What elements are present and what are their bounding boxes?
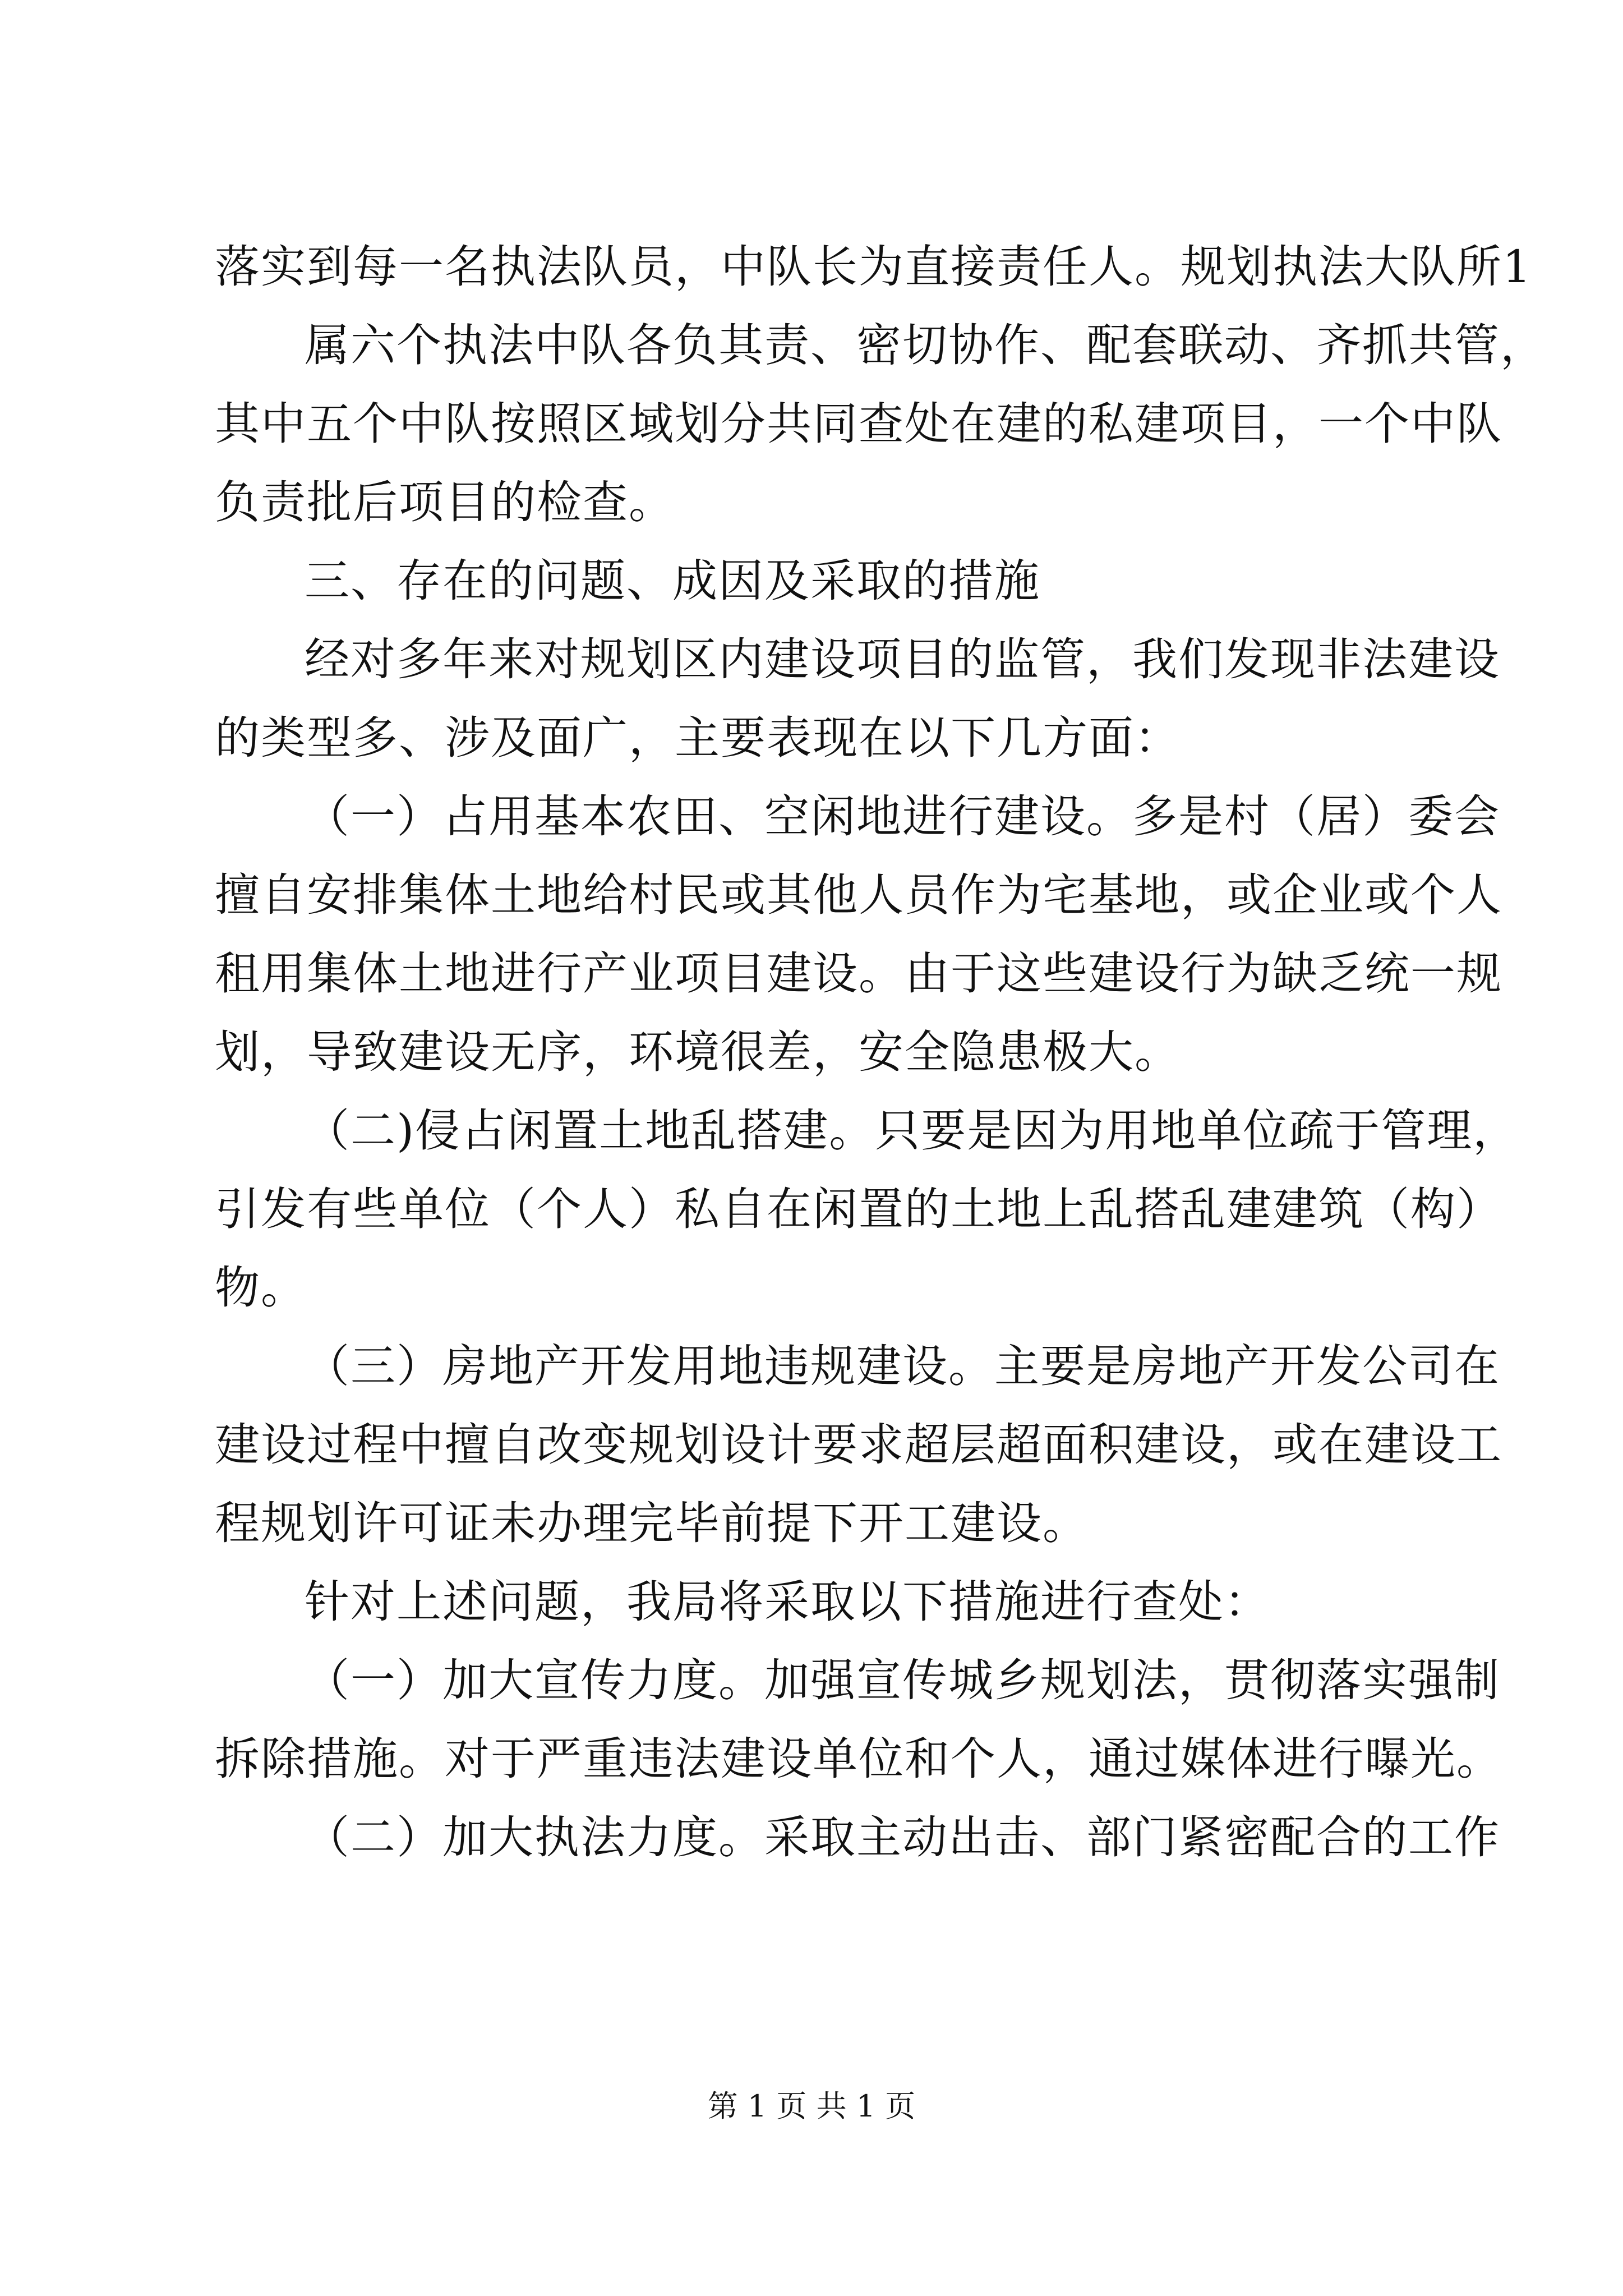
paragraph-line: 针对上述问题，我局将采取以下措施进行查处： [305,1576,1270,1628]
paragraph-line: （二)侵占闲置土地乱搭建。只要是因为用地单位疏于管理， [305,1105,1519,1157]
body-line: 建设过程中擅自改变规划设计要求超层超面积建设，或在建设工 [215,1419,1502,1471]
body-line: 拆除措施。对于严重违法建设单位和个人，通过媒体进行曝光。 [215,1733,1502,1785]
body-line: 引发有些单位（个人）私自在闲置的土地上乱搭乱建建筑（构） [215,1183,1502,1235]
paragraph-line: （一）占用基本农田、空闲地进行建设。多是村（居）委会 [305,790,1500,843]
paragraph-line: （一）加大宣传力度。加强宣传城乡规划法，贯彻落实强制 [305,1654,1500,1706]
paragraph-line: 经对多年来对规划区内建设项目的监管，我们发现非法建设 [305,633,1500,685]
page-number: 第 1 页 共 1 页 [707,2088,916,2124]
paragraph-line: 属六个执法中队各负其责、密切协作、配套联动、齐抓共管， [305,319,1546,371]
body-line: 擅自安排集体土地给村民或其他人员作为宅基地，或企业或个人 [215,869,1502,921]
body-line: 租用集体土地进行产业项目建设。由于这些建设行为缺乏统一规 [215,947,1502,1000]
body-line: 物。 [215,1262,307,1314]
body-line: 的类型多、涉及面广，主要表现在以下几方面： [215,712,1181,764]
body-line: 落实到每一名执法队员，中队长为直接责任人。规划执法大队所1 [215,241,1532,293]
document-body [215,228,1546,1877]
paragraph-line: （二）加大执法力度。采取主动出击、部门紧密配合的工作 [305,1811,1500,1864]
body-line: 划，导致建设无序，环境很差，安全隐患极大。 [215,1026,1181,1078]
section-heading: 三、存在的问题、成因及采取的措施 [305,555,1040,607]
body-line: 负责批后项目的检查。 [215,476,675,528]
paragraph-line: （三）房地产开发用地违规建设。主要是房地产开发公司在 [305,1340,1500,1392]
body-line: 其中五个中队按照区域划分共同查处在建的私建项目，一个中队 [215,398,1502,450]
page-footer [0,2087,1623,2126]
body-line: 程规划许可证未办理完毕前提下开工建设。 [215,1497,1089,1549]
